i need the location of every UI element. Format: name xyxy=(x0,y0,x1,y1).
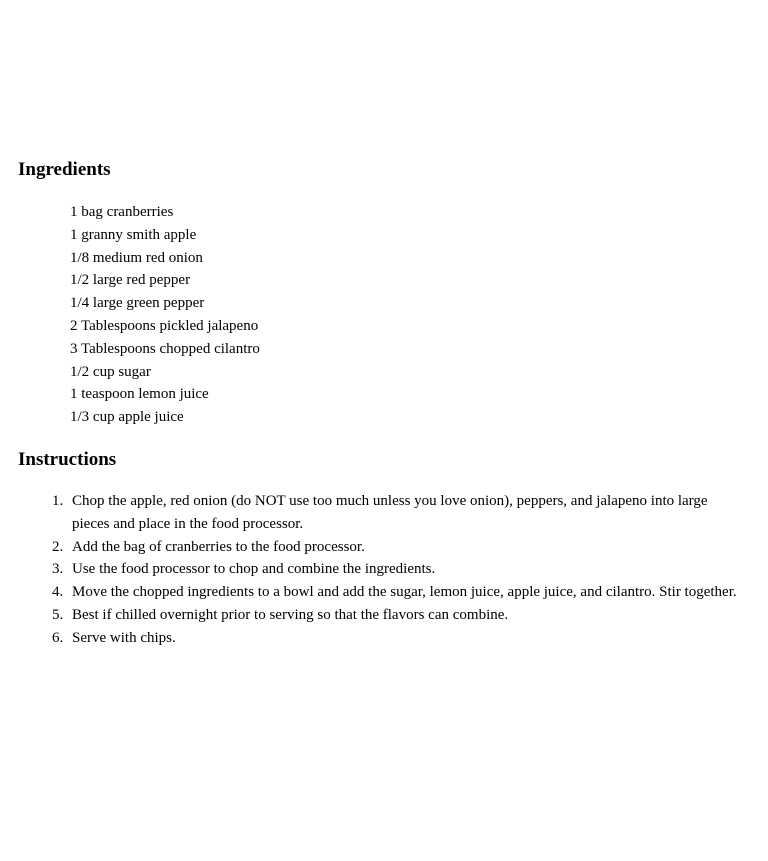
instructions-heading: Instructions xyxy=(18,449,117,470)
ingredient-item: 1/8 medium red onion xyxy=(70,249,203,266)
step-text: Add the bag of cranberries to the food processor. xyxy=(72,538,365,555)
instruction-step xyxy=(52,536,762,559)
step-number: 1. xyxy=(52,493,64,509)
step-text: Move the chopped ingredients to a bowl and add the sugar, lemon juice, apple juice, and cilantro. Stir together. xyxy=(72,584,737,601)
ingredient-item: 2 Tablespoons pickled jalapeno xyxy=(70,317,259,334)
step-text: Chop the apple, red onion (do NOT use too much unless you love onion), peppers, and jalapeno into large pieces and place in the food processor. xyxy=(72,493,708,532)
instruction-step xyxy=(52,627,762,650)
ingredient-item: 1 bag cranberries xyxy=(70,204,174,220)
instruction-step xyxy=(52,490,762,536)
step-number: 6. xyxy=(52,629,64,646)
step-number: 2. xyxy=(52,538,64,555)
ingredient-item: 1/4 large green pepper xyxy=(70,295,205,312)
instruction-step xyxy=(52,581,762,604)
instructions-list xyxy=(52,490,762,650)
ingredients-heading: Ingredients xyxy=(18,159,111,180)
instruction-step xyxy=(52,604,762,627)
ingredients-list xyxy=(70,201,260,429)
ingredient-item: 3 Tablespoons chopped cilantro xyxy=(70,340,260,357)
step-number: 5. xyxy=(52,606,64,623)
ingredient-item: 1 teaspoon lemon juice xyxy=(70,386,209,403)
ingredient-item: 1 granny smith apple xyxy=(70,226,197,243)
step-text: Use the food processor to chop and combine the ingredients. xyxy=(72,561,436,578)
step-number: 4. xyxy=(52,584,64,601)
ingredient-item: 1/2 cup sugar xyxy=(70,363,151,380)
step-text: Best if chilled overnight prior to serving so that the flavors can combine. xyxy=(72,606,509,623)
ingredient-item: 1/3 cup apple juice xyxy=(70,409,184,426)
ingredient-item: 1/2 large red pepper xyxy=(70,272,191,289)
step-text: Serve with chips. xyxy=(72,629,176,646)
instruction-step xyxy=(52,558,762,581)
step-number: 3. xyxy=(52,561,64,578)
